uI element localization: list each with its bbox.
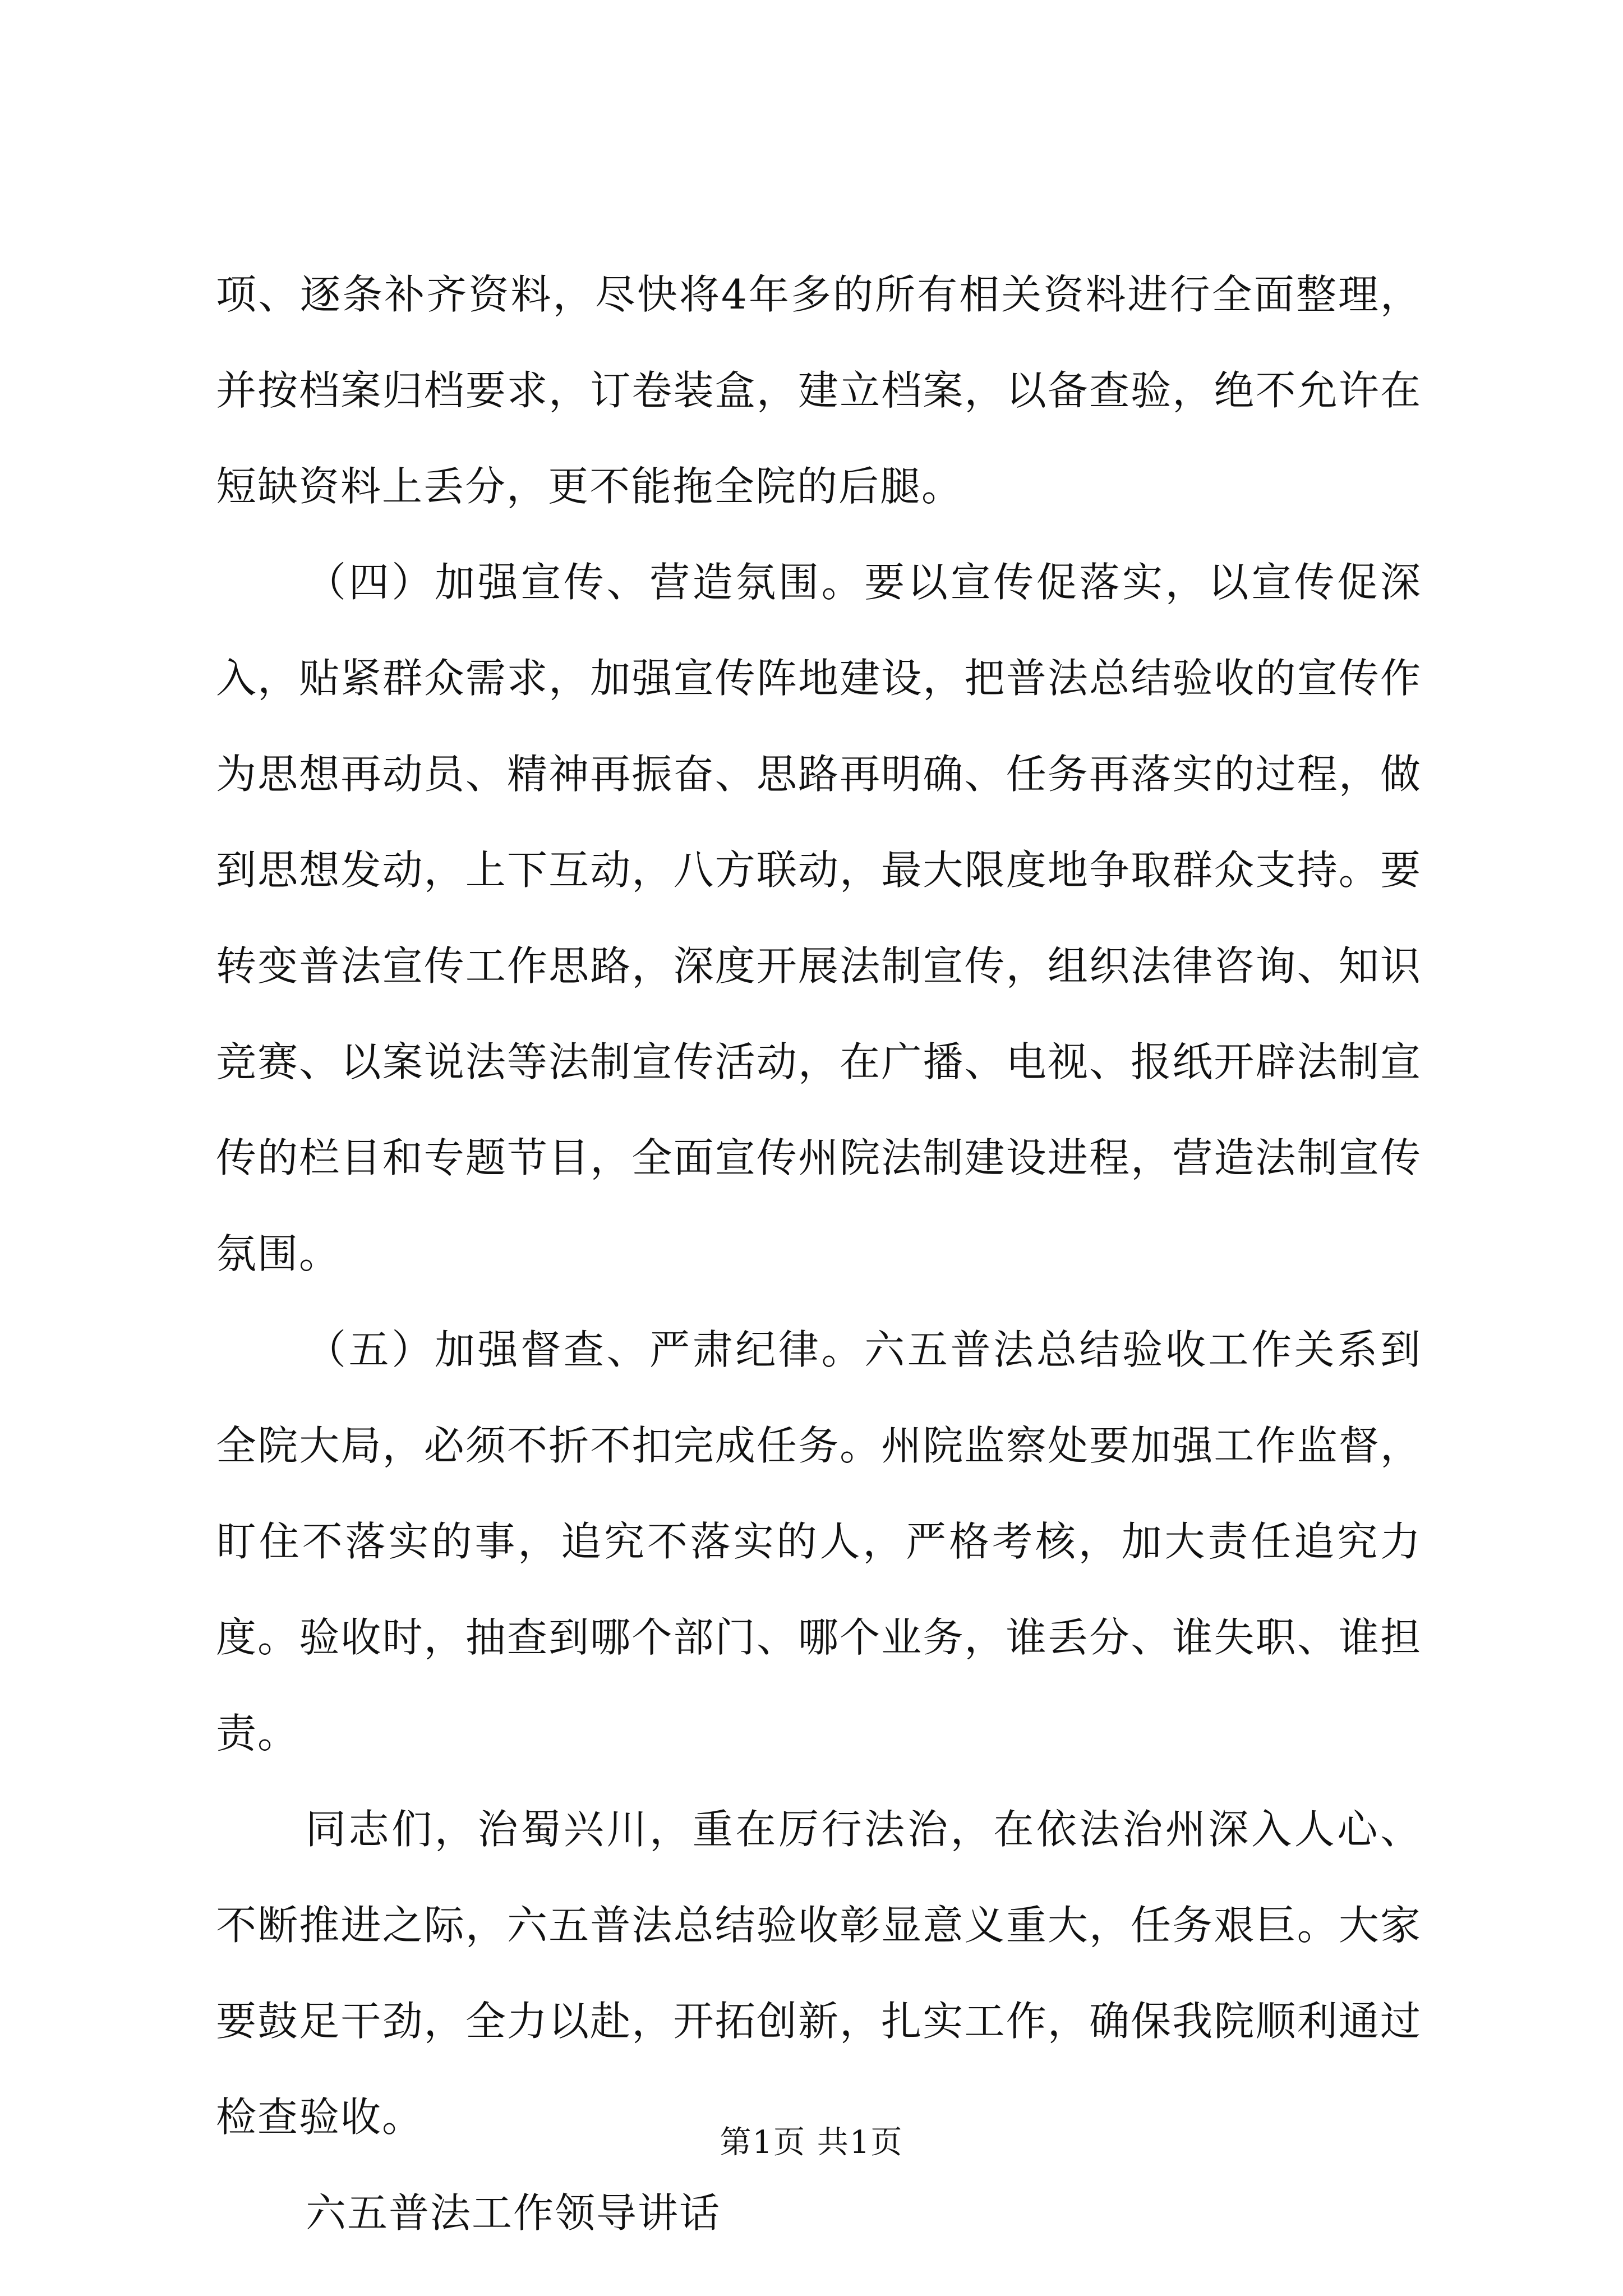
paragraph-title-line: 六五普法工作领导讲话 xyxy=(306,2189,721,2237)
document-body xyxy=(216,247,1422,2261)
page-footer: 第1页 共1页 xyxy=(720,2124,903,2161)
paragraph-section-four: （四）加强宣传、营造氛围。要以宣传促落实，以宣传促深入，贴紧群众需求，加强宣传阵地建设，把普法总结验收的宣传作为思想再动员、精神再振奋、思路再明确、任务再落实的过程，做到思想发动，上下互动，八方联动，最大限度地争取群众支持。要转变普法宣传工作思路，深度开展法制宣传，组织法律咨询、知识竞赛、以案说法等法制宣传活动，在广播、电视、报纸开辟法制宣传的栏目和专题节目，全面宣传州院法制建设进程，营造法制宣传氛围。 xyxy=(216,559,1422,1277)
paragraph-closing: 同志们，治蜀兴川，重在厉行法治，在依法治州深入人心、不断推进之际，六五普法总结验收彰显意义重大，任务艰巨。大家要鼓足干劲，全力以赴，开拓创新，扎实工作，确保我院顺利通过检查验收。 xyxy=(216,1806,1422,2141)
paragraph-continuation: 项、逐条补齐资料，尽快将4年多的所有相关资料进行全面整理，并按档案归档要求，订卷装盒，建立档案，以备查验，绝不允许在短缺资料上丢分，更不能拖全院的后腿。 xyxy=(216,271,1422,510)
paragraph-section-five: （五）加强督查、严肃纪律。六五普法总结验收工作关系到全院大局，必须不折不扣完成任务。州院监察处要加强工作监督，盯住不落实的事，追究不落实的人，严格考核，加大责任追究力度。验收时，抽查到哪个部门、哪个业务，谁丢分、谁失职、谁担责。 xyxy=(216,1326,1422,1757)
